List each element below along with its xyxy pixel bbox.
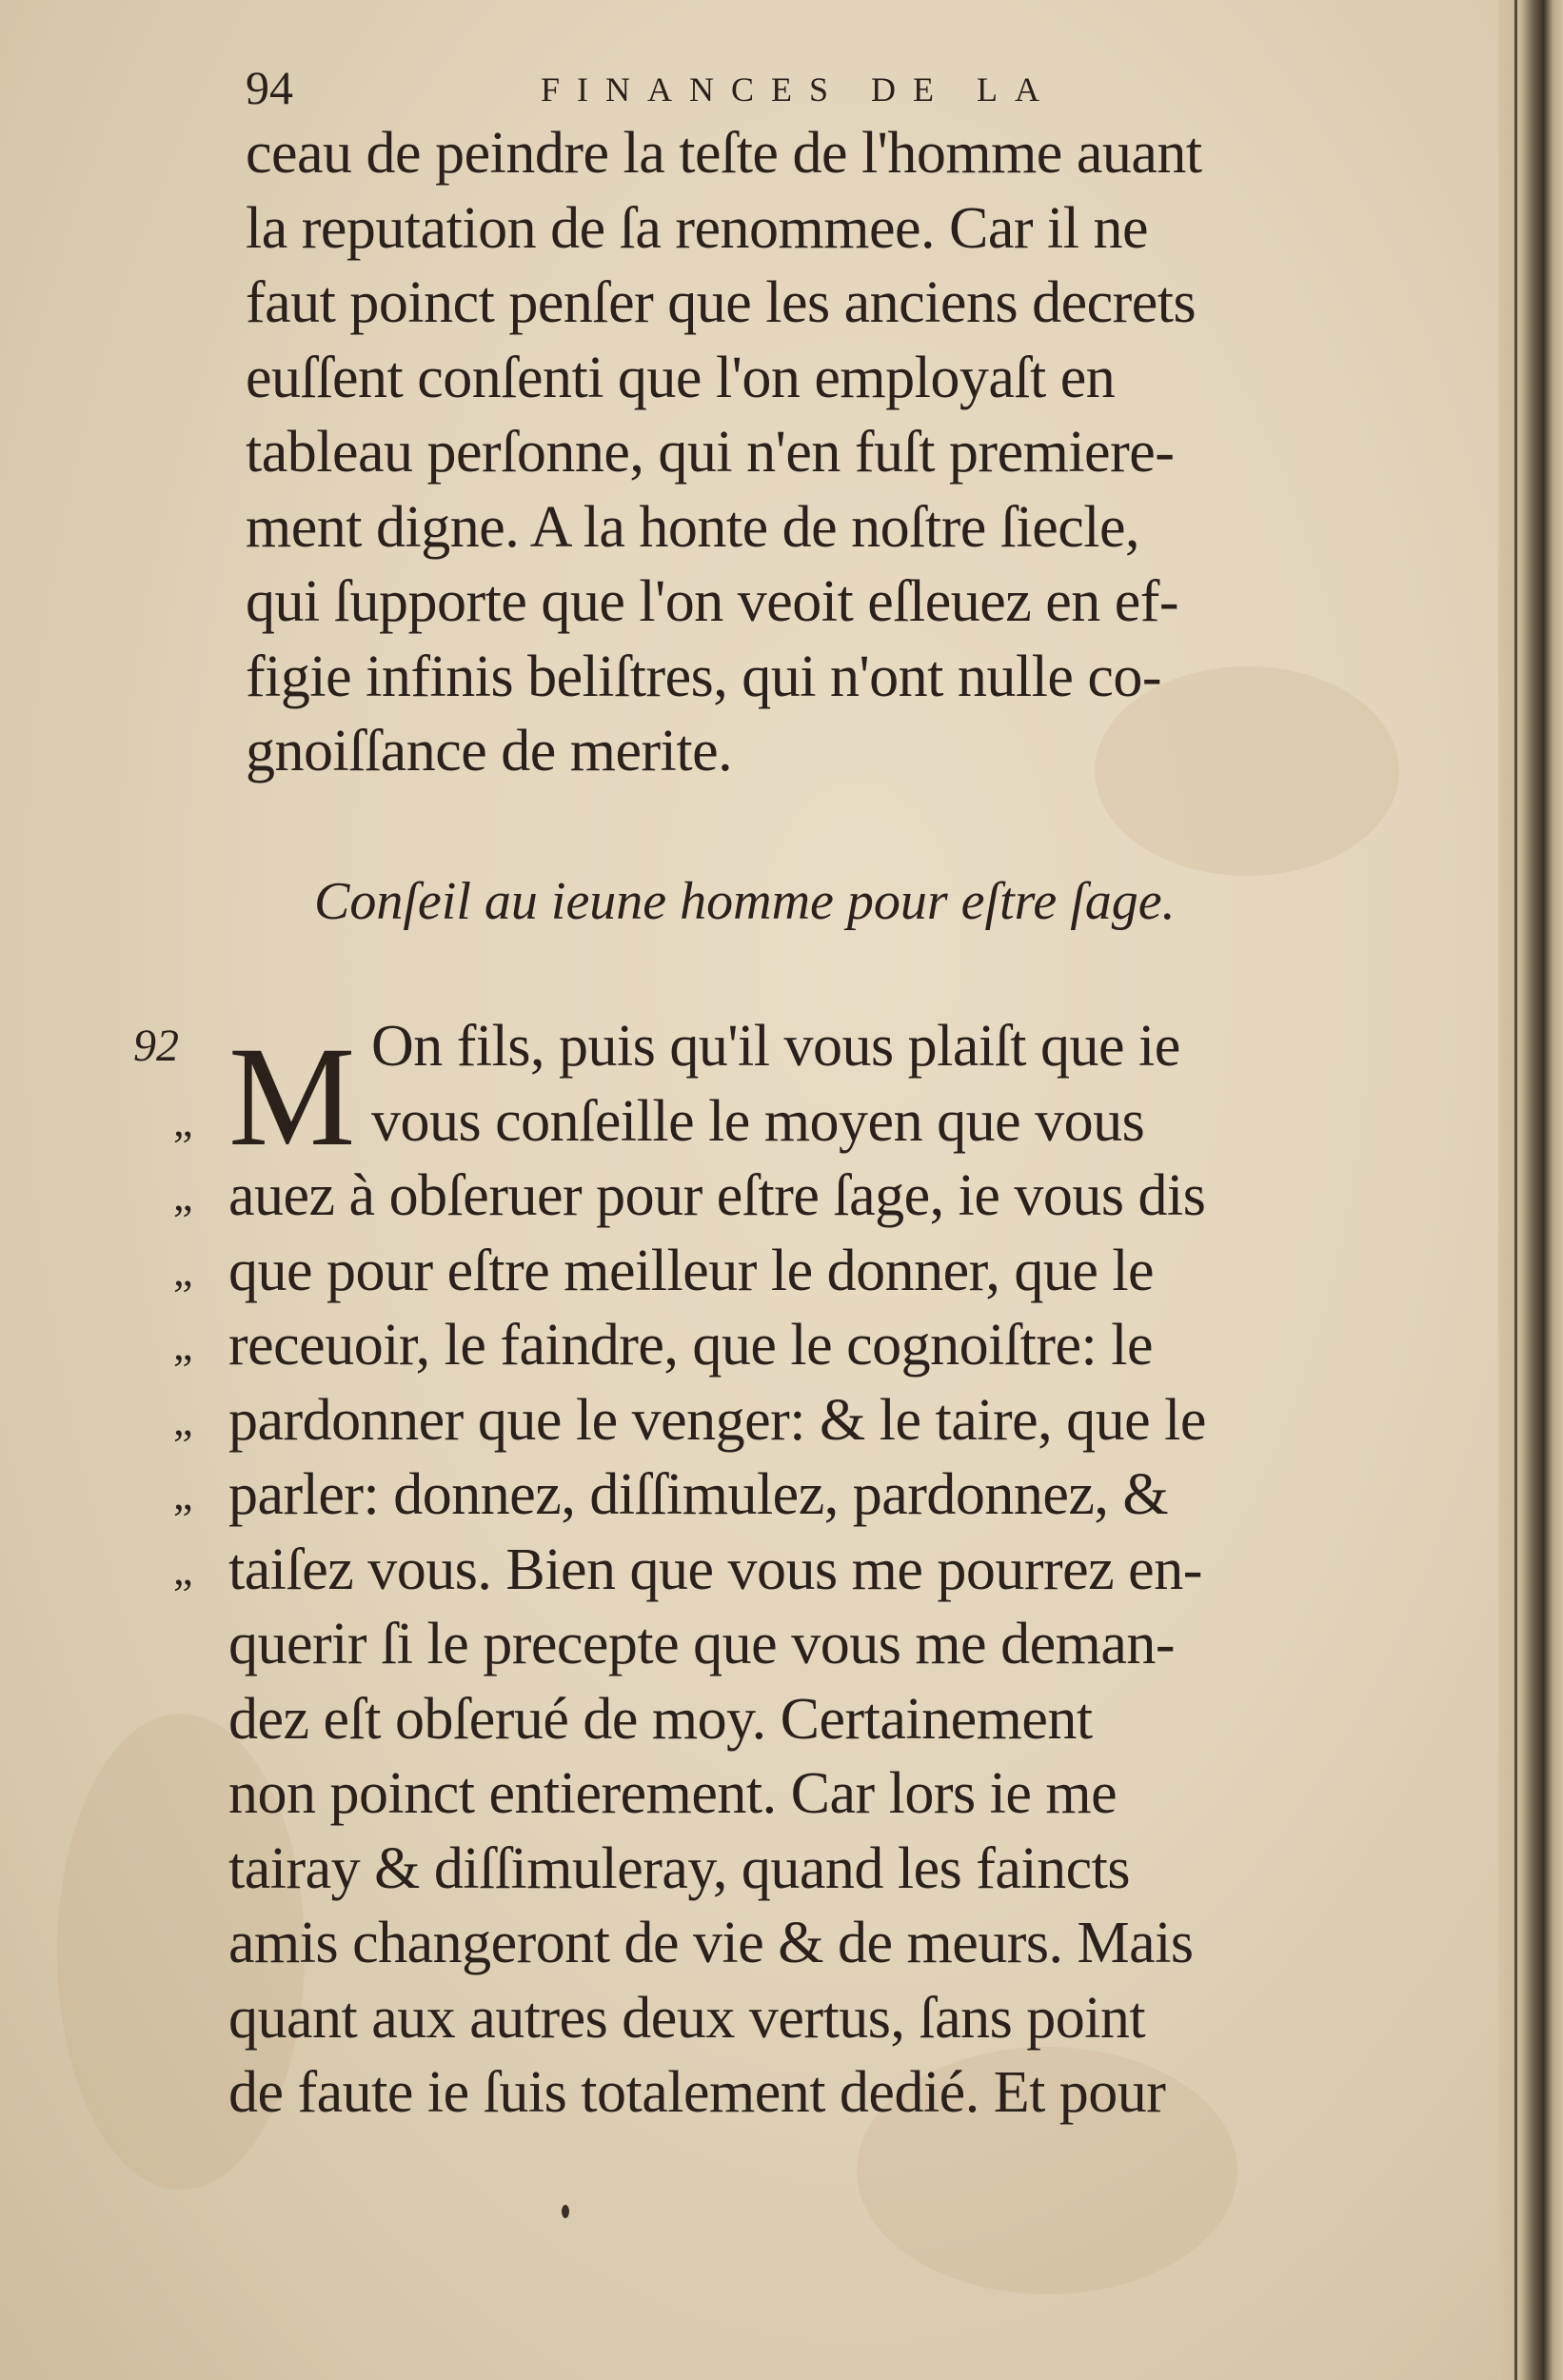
quotation-mark: „ — [173, 1544, 193, 1594]
page-spine — [1498, 0, 1563, 2380]
running-title: FINANCES DE LA — [541, 70, 1058, 109]
text-line: gnoiſſance de merite. — [246, 719, 733, 783]
page-header — [246, 59, 1274, 116]
text-line: qui ſupporte que l'on veoit eſleuez en ef- — [246, 569, 1179, 634]
text-line: amis changeront de vie & de meurs. Mais — [228, 1911, 1194, 1975]
text-line: parler: donnez, diſſimulez, pardonnez, & — [228, 1462, 1169, 1527]
text-line: de faute ie ſuis totalement dedié. Et pour — [228, 2060, 1166, 2125]
text-line: euſſent conſenti que l'on employaſt en — [246, 345, 1116, 410]
quotation-mark: „ — [173, 1171, 193, 1220]
section-heading: Conſeil au ieune homme pour eſtre ſage. — [314, 872, 1176, 931]
marginal-number: 92 — [133, 1021, 179, 1071]
quotation-mark: „ — [173, 1320, 193, 1369]
top-paragraph — [246, 116, 1361, 789]
text-line: ment digne. A la honte de noſtre ſiecle, — [246, 494, 1140, 560]
ink-speck — [562, 2205, 569, 2218]
quotation-mark: „ — [173, 1096, 193, 1145]
text-line: pardonner que le venger: & le taire, que le — [228, 1387, 1206, 1453]
quotation-mark: „ — [173, 1470, 193, 1518]
text-line: auez à obſeruer pour eſtre ſage, ie vous dis — [228, 1163, 1206, 1228]
text-line: la reputation de ſa renommee. Car il ne — [246, 195, 1149, 261]
quotation-mark: „ — [173, 1395, 193, 1444]
text-line: quant aux autres deux vertus, ſans point — [228, 1985, 1146, 2051]
text-line: querir ſi le precepte que vous me deman- — [228, 1612, 1175, 1676]
text-line: ceau de peindre la teſte de l'homme auant — [246, 121, 1202, 186]
text-line: vous conſeille le moyen que vous — [371, 1088, 1145, 1154]
page-number: 94 — [246, 61, 293, 114]
text-line: tableau perſonne, qui n'en fuſt premiere- — [246, 420, 1175, 485]
text-line: figie infinis beliſtres, qui n'ont nulle co- — [246, 644, 1162, 709]
text-line: On fils, puis qu'il vous plaiſt que ie — [371, 1014, 1180, 1079]
advice-text — [228, 1009, 1352, 2131]
text-line: taiſez vous. Bien que vous me pourrez en- — [228, 1537, 1202, 1602]
text-line: faut poinct penſer que les anciens decrets — [246, 270, 1197, 335]
gutter-line — [1514, 0, 1517, 2380]
quotation-mark: „ — [173, 1245, 193, 1295]
text-line: receuoir, le faindre, que le cognoiſtre: le — [228, 1313, 1153, 1378]
text-line: non poinct entierement. Car lors ie me — [228, 1761, 1118, 1826]
text-line: tairay & diſſimuleray, quand les faincts — [228, 1835, 1131, 1901]
text-line: que pour eſtre meilleur le donner, que le — [228, 1238, 1155, 1303]
drop-cap: M — [228, 1018, 356, 1176]
text-line: dez eſt obſerué de moy. Certainement — [228, 1686, 1093, 1752]
